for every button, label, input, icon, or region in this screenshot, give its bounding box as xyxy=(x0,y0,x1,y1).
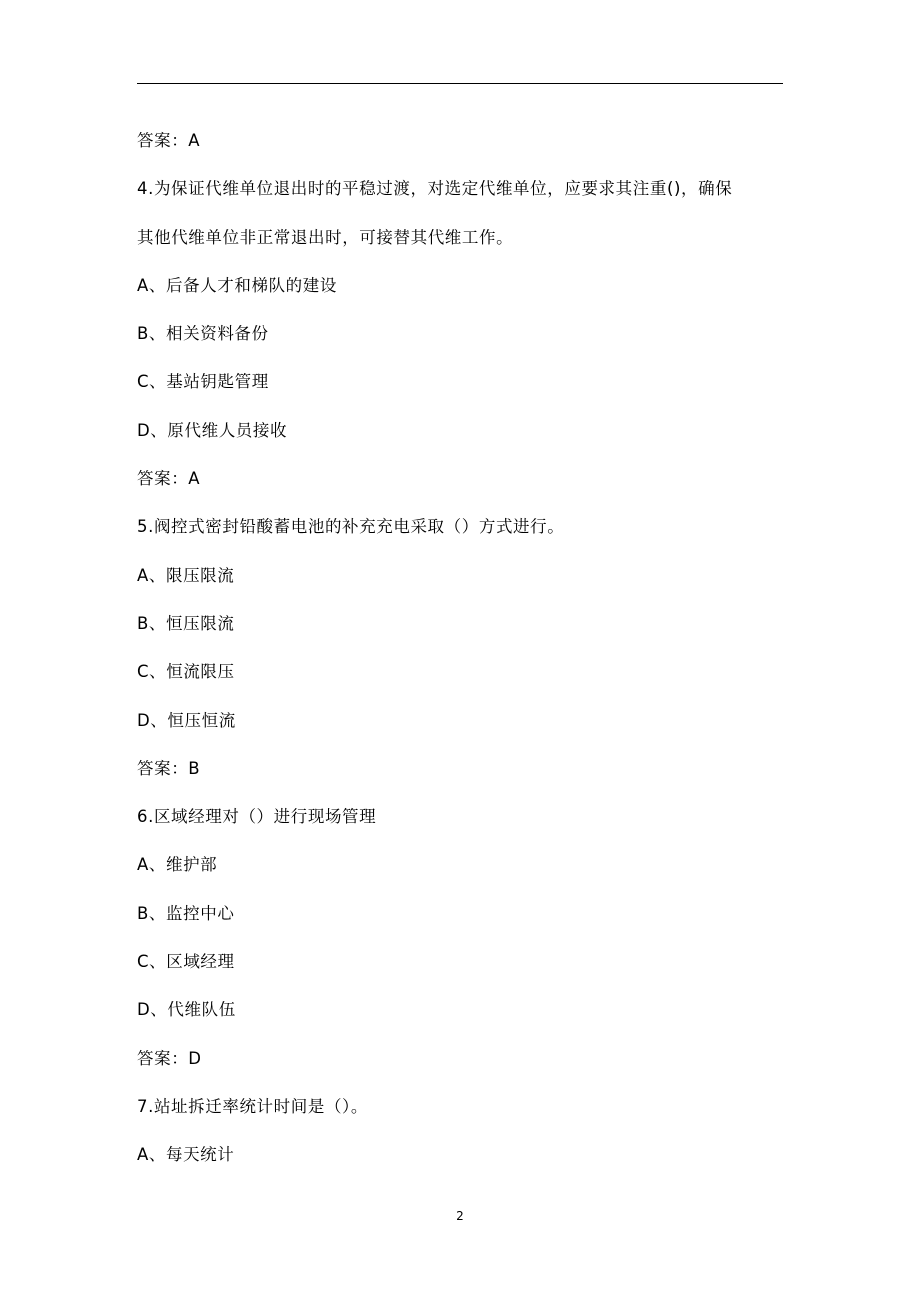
option-line: A、维护部 xyxy=(137,855,218,875)
option-line: B、恒压限流 xyxy=(137,613,235,633)
answer-line: 答案：B xyxy=(137,758,201,778)
question-line: 7.站址拆迁率统计时间是（）。 xyxy=(137,1096,368,1116)
option-line: D、原代维人员接收 xyxy=(137,420,288,440)
option-line: C、区域经理 xyxy=(137,952,235,972)
question-line: 4.为保证代维单位退出时的平稳过渡，对选定代维单位，应要求其注重()，确保 xyxy=(137,179,733,199)
option-line: A、限压限流 xyxy=(137,565,235,585)
option-line: C、基站钥匙管理 xyxy=(137,372,269,392)
option-line: B、相关资料备份 xyxy=(137,324,269,344)
question-line: 6.区域经理对（）进行现场管理 xyxy=(137,807,377,827)
option-line: C、恒流限压 xyxy=(137,662,235,682)
option-line: A、后备人才和梯队的建设 xyxy=(137,275,337,295)
option-line: D、代维队伍 xyxy=(137,1000,236,1020)
question-line: 其他代维单位非正常退出时，可接替其代维工作。 xyxy=(137,227,514,247)
option-line: A、每天统计 xyxy=(137,1145,235,1165)
question-line: 5.阀控式密封铅酸蓄电池的补充充电采取（）方式进行。 xyxy=(137,517,565,537)
answer-line: 答案：A xyxy=(137,131,201,150)
answer-line: 答案：D xyxy=(137,1048,202,1068)
header-rule xyxy=(137,83,783,84)
option-line: D、恒压恒流 xyxy=(137,710,236,730)
option-line: B、监控中心 xyxy=(137,903,235,923)
document-body xyxy=(137,117,787,1180)
page-number: 2 xyxy=(456,1209,464,1223)
answer-line: 答案：A xyxy=(137,469,201,489)
